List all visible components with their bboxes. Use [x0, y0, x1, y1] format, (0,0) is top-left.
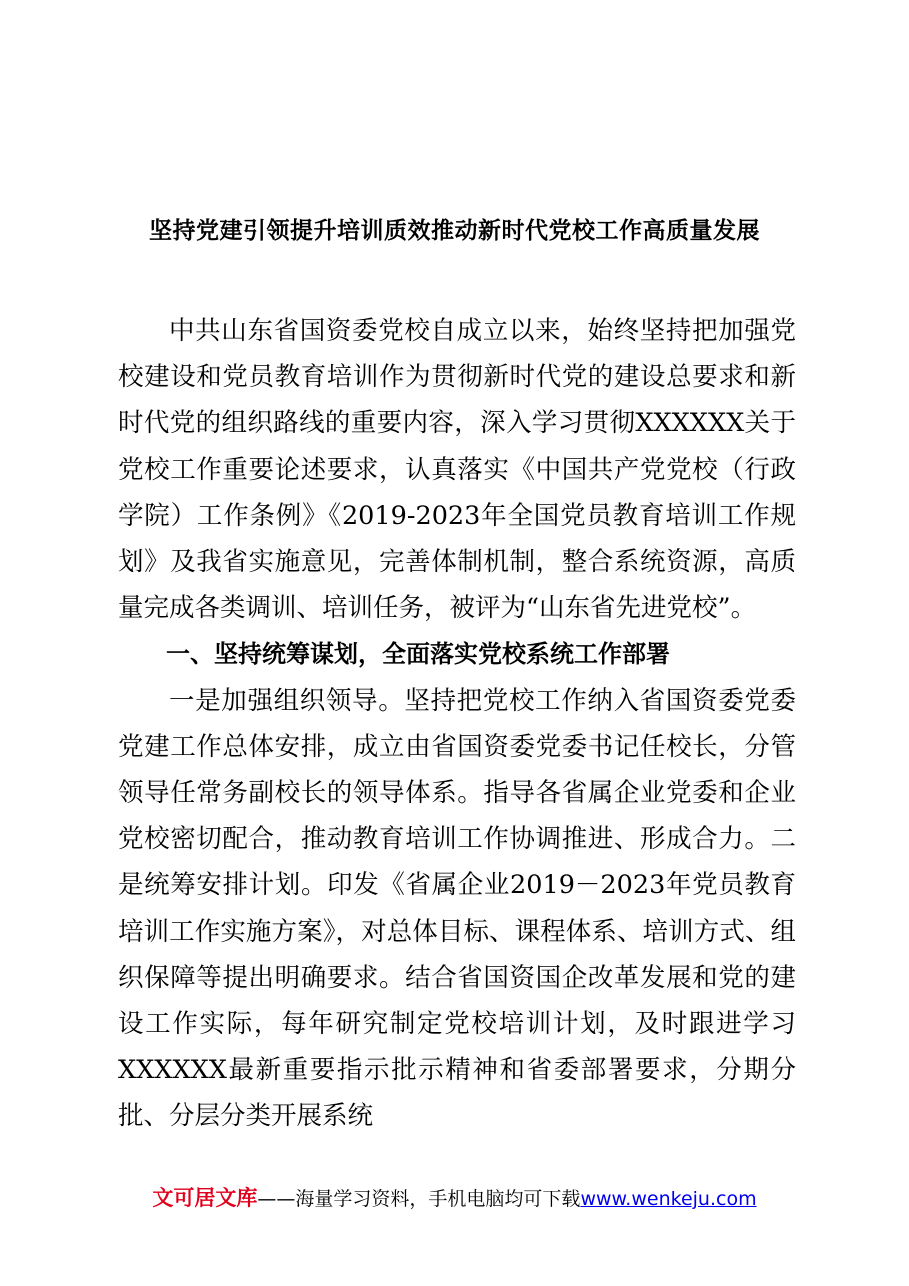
- intro-paragraph: 中共山东省国资委党校自成立以来，始终坚持把加强党校建设和党员教育培训作为贯彻新时代党的建设总要求和新时代党的组织路线的重要内容，深入学习贯彻XXXXXX关于党校工作重要论述要求，认真落实《中国共产党党校（行政学院）工作条例》《2019-2023年全国党员教育培训工作规划》及我省实施意见，完善体制机制，整合系统资源，高质量完成各类调训、培训任务，被评为“山东省先进党校”。: [118, 316, 796, 624]
- document-body: [118, 308, 796, 1140]
- footer-watermark: [0, 1182, 909, 1212]
- footer-brand: 文可居文库: [152, 1186, 258, 1210]
- body-paragraph: 一是加强组织领导。坚持把党校工作纳入省国资委党委党建工作总体安排，成立由省国资委党委书记任校长，分管领导任常务副校长的领导体系。指导各省属企业党委和企业党校密切配合，推动教育培训工作协调推进、形成合力。二是统筹安排计划。印发《省属企业2019－2023年党员教育培训工作实施方案》，对总体目标、课程体系、培训方式、组织保障等提出明确要求。结合省国资国企改革发展和党的建设工作实际，每年研究制定党校培训计划，及时跟进学习XXXXXX最新重要指示批示精神和省委部署要求，分期分批、分层分类开展系统: [118, 685, 796, 1132]
- section-heading: 一、坚持统筹谋划，全面落实党校系统工作部署: [166, 640, 670, 669]
- document-title: 坚持党建引领提升培训质效推动新时代党校工作高质量发展: [149, 217, 760, 244]
- footer-url-link[interactable]: www.wenkeju.com: [580, 1188, 757, 1210]
- footer-slogan: ——海量学习资料，手机电脑均可下载: [257, 1188, 581, 1210]
